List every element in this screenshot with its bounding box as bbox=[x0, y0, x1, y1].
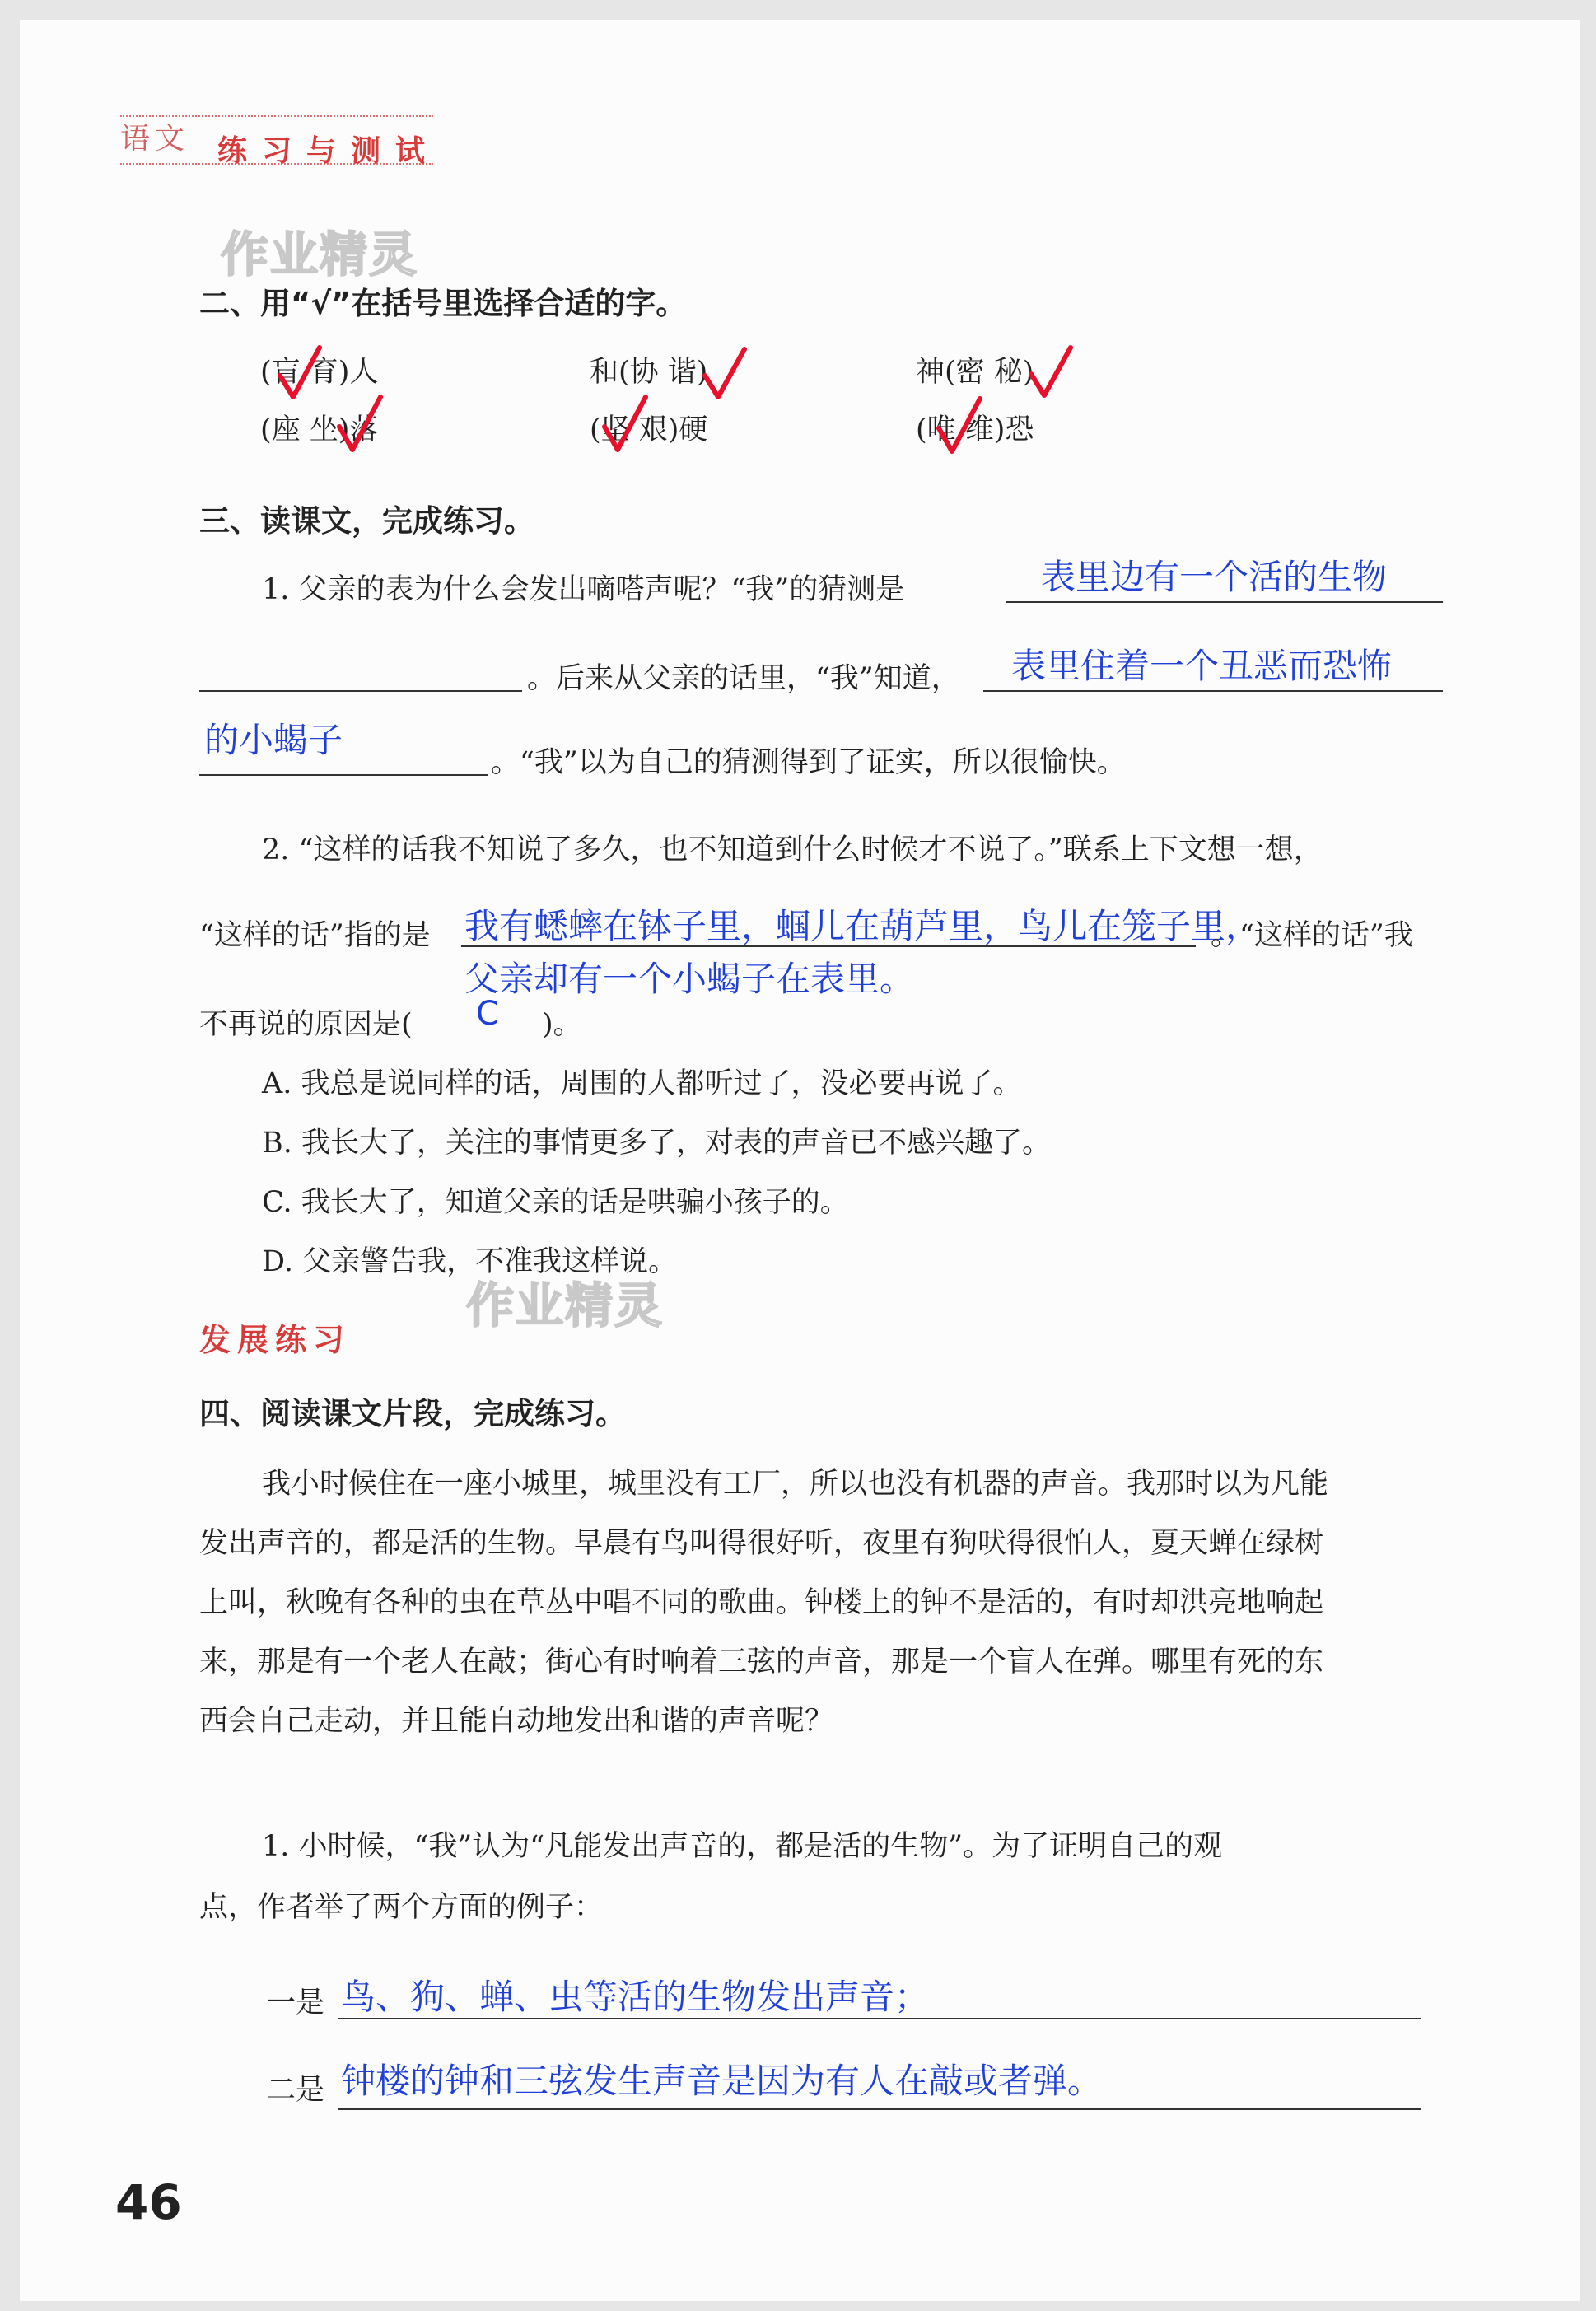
char-choice-item: (唯 维)恐 bbox=[916, 413, 1034, 446]
section4-heading: 四、阅读课文片段，完成练习。 bbox=[199, 1396, 626, 1431]
answer-line bbox=[199, 690, 522, 692]
passage-line: 西会自己走动，并且能自动地发出和谐的声音呢？ bbox=[199, 1705, 834, 1738]
check-mark-icon bbox=[1028, 344, 1074, 402]
handwritten-answer: 的小蝎子 bbox=[204, 720, 343, 760]
example-prefix: 一是 bbox=[267, 1987, 325, 2019]
question-text: )。 bbox=[542, 1008, 582, 1041]
question-text: 2. “这样的话我不知说了多久，也不知道到什么时候才不说了。”联系上下文想一想， bbox=[262, 833, 1323, 866]
passage-line: 来，那是有一个老人在敲；街心有时响着三弦的声音，那是一个盲人在弹。哪里有死的东 bbox=[199, 1646, 1324, 1678]
handwritten-answer: 我有蟋蟀在钵子里，蝈儿在葫芦里，鸟儿在笼子里， bbox=[464, 906, 1261, 946]
question-text: 1. 父亲的表为什么会发出嘀嗒声呢？“我”的猜测是 bbox=[262, 573, 905, 606]
example-prefix: 二是 bbox=[267, 2074, 325, 2107]
page-number: 46 bbox=[115, 2174, 182, 2230]
answer-line bbox=[983, 690, 1443, 692]
char-choice-item: (座 坐)落 bbox=[260, 413, 379, 446]
char-choice-item: 和(协 谐) bbox=[590, 356, 708, 389]
passage-line: 发出声音的，都是活的生物。早晨有鸟叫得很好听，夜里有狗吠得很怕人，夏天蝉在绿树 bbox=[199, 1527, 1324, 1560]
char-choice-item: (坚 艰)硬 bbox=[590, 413, 708, 446]
section3-heading: 三、读课文，完成练习。 bbox=[199, 503, 534, 539]
handwritten-answer: C bbox=[476, 995, 499, 1033]
handwritten-answer: 表里边有一个活的生物 bbox=[1041, 557, 1388, 597]
question-text: 点，作者举了两个方面的例子： bbox=[199, 1891, 604, 1924]
check-mark-icon bbox=[277, 344, 323, 402]
option-c: C. 我长大了，知道父亲的话是哄骗小孩子的。 bbox=[262, 1186, 849, 1219]
handwritten-answer: 父亲却有一个小蝎子在表里。 bbox=[464, 959, 915, 999]
check-mark-icon bbox=[702, 346, 748, 404]
check-mark-icon bbox=[936, 395, 983, 458]
char-choice-item: 神(密 秘) bbox=[916, 356, 1034, 389]
answer-line bbox=[1006, 601, 1443, 603]
handwritten-answer: 表里住着一个丑恶而恐怖 bbox=[1011, 646, 1393, 686]
development-label: 发展练习 bbox=[199, 1322, 352, 1358]
header-title: 练习与测试 bbox=[217, 134, 441, 168]
question-text: 1. 小时候，“我”认为“凡能发出声音的，都是活的生物”。为了证明自己的观 bbox=[262, 1830, 1223, 1863]
passage-line: 上叫，秋晚有各种的虫在草丛中唱不同的歌曲。钟楼上的钟不是活的，有时却洪亮地响起 bbox=[199, 1586, 1324, 1619]
section2-heading: 二、用“√”在括号里选择合适的字。 bbox=[199, 286, 687, 321]
passage-line: 我小时候住在一座小城里，城里没有工厂，所以也没有机器的声音。我那时以为凡能 bbox=[262, 1468, 1329, 1501]
header-subject: 语文 bbox=[120, 122, 190, 156]
answer-line bbox=[338, 2108, 1421, 2110]
char-choice-item: (盲 育)人 bbox=[260, 356, 379, 389]
check-mark-icon bbox=[601, 394, 649, 456]
option-b: B. 我长大了，关注的事情更多了，对表的声音已不感兴趣了。 bbox=[262, 1127, 1051, 1160]
watermark: 作业精灵 bbox=[466, 1277, 665, 1333]
handwritten-answer: 鸟、狗、蝉、虫等活的生物发出声音； bbox=[341, 1977, 930, 2017]
check-mark-icon bbox=[336, 394, 384, 456]
question-text: 不再说的原因是( bbox=[199, 1008, 413, 1041]
option-a: A. 我总是说同样的话，周围的人都听过了，没必要再说了。 bbox=[262, 1067, 1022, 1100]
question-text: 。“我”以为自己的猜测得到了证实，所以很愉快。 bbox=[491, 746, 1126, 779]
question-text: 。“这样的话”我 bbox=[1211, 919, 1413, 952]
answer-line bbox=[199, 774, 488, 776]
watermark: 作业精灵 bbox=[221, 226, 419, 282]
handwritten-answer: 钟楼的钟和三弦发生声音是因为有人在敲或者弹。 bbox=[341, 2061, 1103, 2101]
question-text: “这样的话”指的是 bbox=[199, 919, 431, 952]
option-d: D. 父亲警告我，不准我这样说。 bbox=[262, 1245, 678, 1278]
question-text: 。后来从父亲的话里，“我”知道， bbox=[527, 662, 960, 695]
